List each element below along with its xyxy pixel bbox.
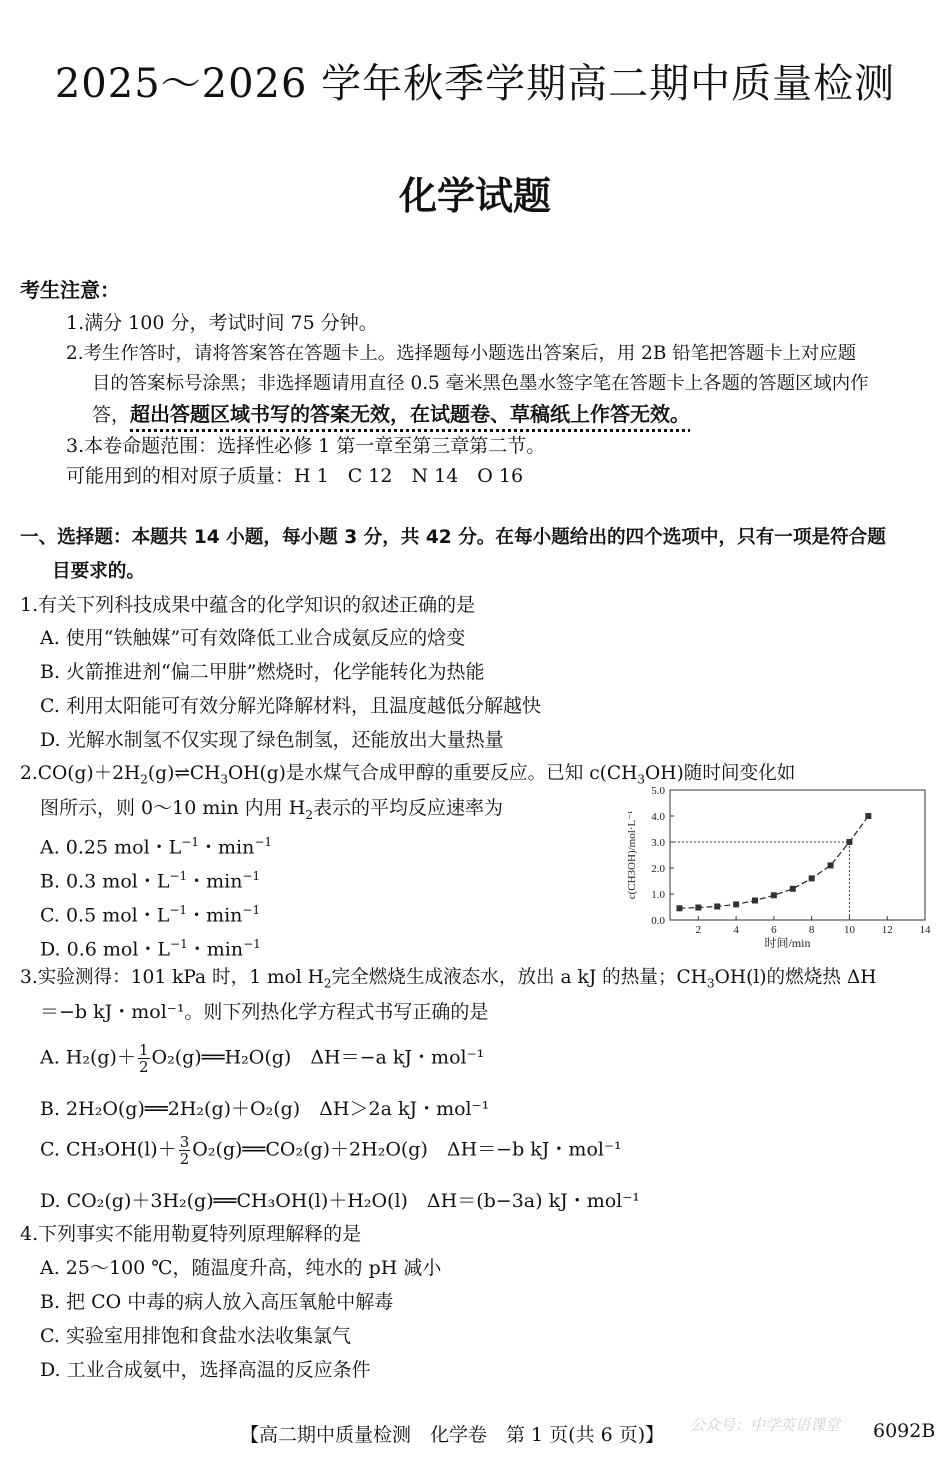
y-tick-label: 1.0: [651, 889, 665, 901]
section-heading-cont: 目要求的。: [52, 561, 145, 582]
notice-heading: 考生注意：: [20, 278, 120, 302]
notice-warning: 超出答题区域书写的答案无效，在试题卷、草稿纸上作答无效。: [130, 402, 691, 426]
page-subtitle: 化学试题: [398, 174, 551, 218]
q1-option-d: D. 光解水制氢不仅实现了绿色制氢，还能放出大量热量: [40, 729, 504, 751]
data-point: [790, 886, 796, 892]
q4-option-a: A. 25～100 ℃，随温度升高，纯水的 pH 减小: [40, 1257, 442, 1279]
q3-option-d: D. CO₂(g)＋3H₂(g)══CH₃OH(l)＋H₂O(l) ΔH＝(b−3a) kJ・mol⁻¹: [40, 1190, 640, 1212]
x-tick-label: 10: [843, 924, 855, 936]
y-tick-label: 0.0: [651, 915, 665, 927]
data-point: [714, 903, 720, 909]
x-tick-label: 8: [808, 924, 815, 936]
notice-item-2-end: [92, 402, 690, 427]
q2-option-c: C. 0.5 mol・$L^{-1}$・$\min^{-1}$: [40, 903, 261, 927]
notice-item-3: 3.本卷命题范围：选择性必修 1 第一章至第三章第二节。: [66, 435, 546, 457]
page-title: 2025～2026 学年秋季学期高二期中质量检测: [54, 61, 896, 107]
fraction-three-halves: $\frac{3}{2}$: [179, 1133, 190, 1168]
data-point: [865, 813, 871, 819]
q4-stem: 4.下列事实不能用勒夏特列原理解释的是: [20, 1223, 362, 1245]
q1-option-c: C. 利用太阳能可有效分解光降解材料，且温度越低分解越快: [40, 695, 541, 717]
y-tick-label: 5.0: [651, 785, 665, 797]
q1-option-b: B. 火箭推进剂“偏二甲肼”燃烧时，化学能转化为热能: [40, 661, 485, 683]
q4-option-b: B. 把 CO 中毒的病人放入高压氧舱中解毒: [40, 1291, 394, 1313]
q3-stem-cont: ＝−b kJ・mol⁻¹。则下列热化学方程式书写正确的是: [40, 1001, 489, 1023]
page-footer: 【高二期中质量检测 化学卷 第 1 页(共 6 页)】: [240, 1424, 665, 1446]
x-axis-label: 时间/min: [764, 936, 811, 950]
y-tick-label: 4.0: [651, 811, 665, 823]
notice-item-2: 2.考生作答时，请将答案答在答题卡上。选择题每小题选出答案后，用 2B 铅笔把答题卡上对应题: [66, 343, 857, 364]
q4-option-c: C. 实验室用排饱和食盐水法收集氯气: [40, 1325, 351, 1347]
q1-stem: 1.有关下列科技成果中蕴含的化学知识的叙述正确的是: [20, 594, 476, 616]
watermark: 公众号：中学英语课堂: [690, 1416, 841, 1434]
section-heading: 一、选择题：本题共 14 小题，每小题 3 分，共 42 分。在每小题给出的四个选项中，只有一项是符合题: [20, 527, 886, 548]
concentration-time-chart: [615, 780, 935, 960]
q3-stem: 3.实验测得：101 kPa 时，1 mol $H_2$完全燃烧生成液态水，放出 a kJ 的热量；$CH_3OH(l)$的燃烧热 ΔH: [20, 967, 877, 991]
data-point: [695, 905, 701, 911]
y-tick-label: 2.0: [651, 863, 665, 875]
data-point: [676, 905, 682, 911]
q2-option-d: D. 0.6 mol・$L^{-1}$・$\min^{-1}$: [40, 937, 261, 961]
data-point: [828, 862, 834, 868]
x-tick-label: 14: [919, 924, 931, 936]
fraction-half: $\frac{1}{2}$: [138, 1041, 149, 1076]
q3-option-b: B. 2H₂O(g)══2H₂(g)＋O₂(g) ΔH＞2a kJ・mol⁻¹: [40, 1098, 490, 1120]
data-point: [809, 875, 815, 881]
data-point: [846, 839, 852, 845]
x-tick-label: 4: [733, 924, 739, 936]
q2-stem: $2.CO(g)+2H_2(g)\rightleftharpoons CH_3OH(g)$是水煤气合成甲醇的重要反应。已知 $c(CH_3OH)$随时间变化如: [20, 763, 796, 787]
data-point: [771, 892, 777, 898]
paper-code: 6092B: [873, 1420, 936, 1442]
y-axis-label: c(CH3OH)/mol·L⁻¹: [626, 810, 638, 900]
q4-option-d: D. 工业合成氨中，选择高温的反应条件: [40, 1359, 371, 1381]
y-tick-label: 3.0: [651, 837, 665, 849]
q1-option-a: A. 使用“铁触媒”可有效降低工业合成氨反应的焓变: [40, 627, 466, 649]
data-point: [733, 901, 739, 907]
q3-option-a: A. H₂(g)＋ $\frac{1}{2}$ O₂(g)══H₂O(g) ΔH＝−a kJ・mol⁻¹: [40, 1041, 485, 1076]
x-tick-label: 2: [695, 924, 702, 936]
x-tick-label: 6: [771, 924, 777, 936]
q2-option-a: A. 0.25 mol・$L^{-1}$・$\min^{-1}$: [40, 835, 273, 859]
atomic-mass-line: 可能用到的相对原子质量：H 1 C 12 N 14 O 16: [66, 465, 524, 487]
plot-frame: [670, 790, 925, 920]
x-tick-label: 12: [881, 924, 893, 936]
q2-stem-cont: 图所示，则 0～10 min 内用 $H_2$表示的平均反应速率为: [40, 797, 503, 822]
q3-option-c: C. CH₃OH(l)＋ $\frac{3}{2}$ O₂(g)══CO₂(g)＋2H₂O(g) ΔH＝−b kJ・mol⁻¹: [40, 1133, 622, 1168]
q2-option-b: B. 0.3 mol・$L^{-1}$・$\min^{-1}$: [40, 869, 261, 893]
notice-item-2-cont: 目的答案标号涂黑；非选择题请用直径 0.5 毫米黑色墨水签字笔在答题卡上各题的答题区域内作: [92, 373, 869, 394]
data-point: [752, 898, 758, 904]
notice-item-2-tail: 答，: [92, 404, 131, 426]
notice-item-1: 1.满分 100 分，考试时间 75 分钟。: [66, 312, 378, 334]
